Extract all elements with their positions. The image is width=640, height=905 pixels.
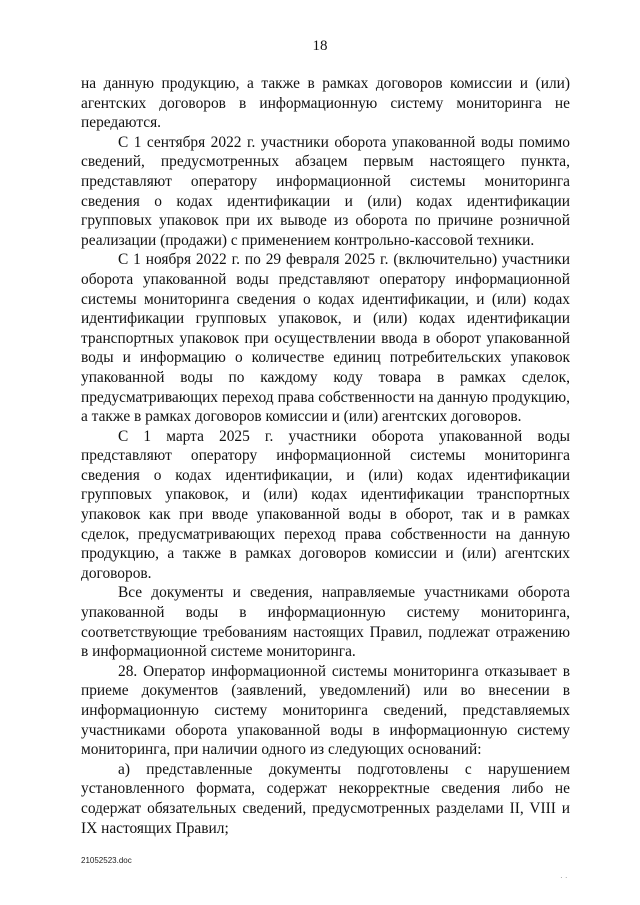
paragraph-september-2022: С 1 сентября 2022 г. участники оборота упакованной воды помимо сведений, предусмотренных абзацем первым настоящего пункта, представляют оператору информационной системы мониторинга сведения о кодах идентификации и (или) кодах идентификации групповых упаковок при их выводе из оборота по причине розничной реализации (продажи) с применением контрольно-кассовой техники.: [81, 133, 570, 249]
footer-mark: · ·: [560, 873, 568, 882]
paragraph-all-documents: Все документы и сведения, направляемые участниками оборота упакованной воды в информационную систему мониторинга, соответствующие требованиям настоящих Правил, подлежат отражению в информационной системе мониторинга.: [81, 584, 570, 661]
paragraph-continuation: на данную продукцию, а также в рамках договоров комиссии и (или) агентских договоров в информационную систему мониторинга не передаются.: [81, 75, 570, 132]
page-number: 18: [312, 38, 328, 54]
footer-file-code: 21052523.doc: [81, 856, 132, 865]
paragraph-november-2022: С 1 ноября 2022 г. по 29 февраля 2025 г. (включительно) участники оборота упакованной воды представляют оператору информационной системы мониторинга сведения о кодах идентификации, и (или) кодах идентификации групповых упаковок, и (или) кодах идентификации транспортных упаковок при осуществлении ввода в оборот упакованной воды и информацию о количестве единиц потребительских упаковок упакованной воды по каждому коду товара в рамках сделок, предусматривающих переход права собственности на данную продукцию, а также в рамках договоров комиссии и (или) агентских договоров.: [81, 251, 570, 426]
document-body: [81, 74, 570, 838]
paragraph-march-2025: С 1 марта 2025 г. участники оборота упакованной воды представляют оператору информационной системы мониторинга сведения о кодах идентификации, и (или) кодах идентификации групповых упаковок, и (или) кодах идентификации транспортных упаковок как при вводе упакованной воды в оборот, так и в рамках сделок, предусматривающих переход права собственности на данную продукцию, а также в рамках договоров комиссии и (или) агентских договоров.: [81, 427, 570, 582]
paragraph-subitem-a: а) представленные документы подготовлены с нарушением установленного формата, содержат некорректные сведения либо не содержат обязательных сведений, предусмотренных разделами II, VIII и IX настоящих Правил;: [81, 760, 570, 837]
paragraph-item-28: 28. Оператор информационной системы мониторинга отказывает в приеме документов (заявлений, уведомлений) или во внесении в информационную систему мониторинга сведений, представляемых участниками оборота упакованной воды в информационную систему мониторинга, при наличии одного из следующих оснований:: [81, 662, 570, 759]
